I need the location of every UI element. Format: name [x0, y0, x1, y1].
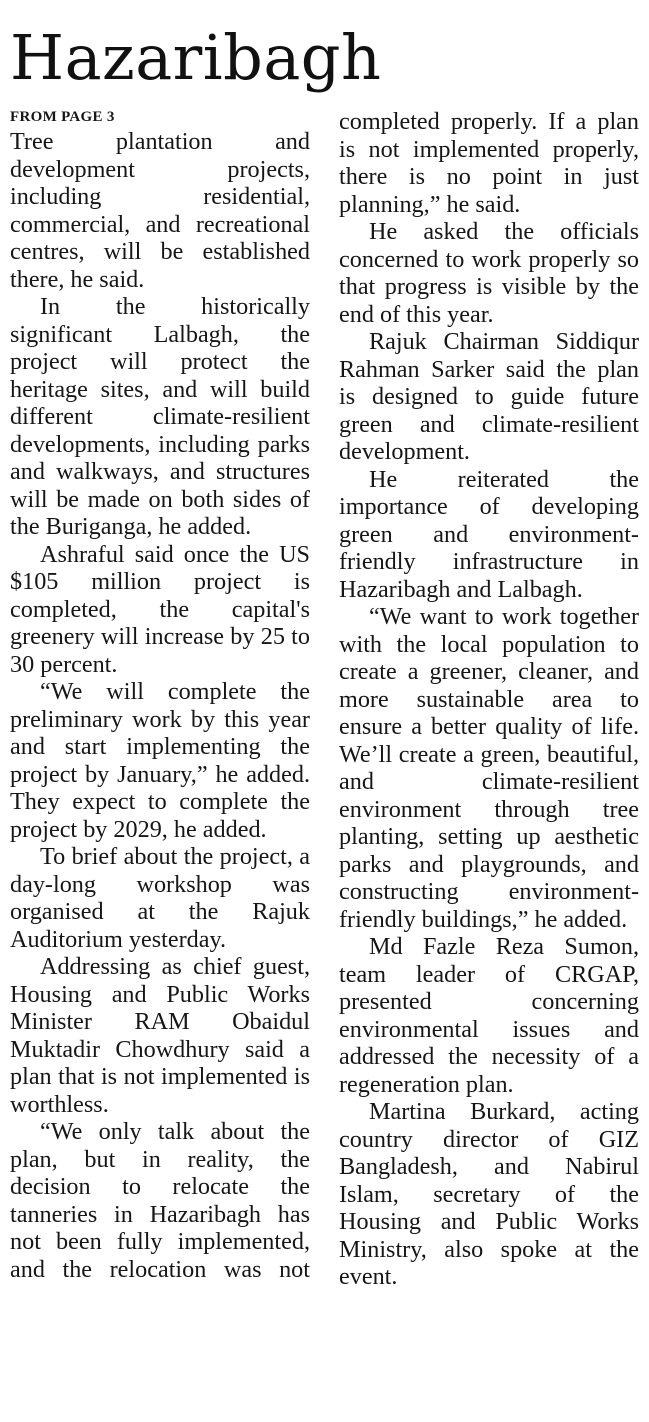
paragraph: Tree plantation and development projects, including residential, commercial, and recreational centres, will be established there, he said.	[10, 128, 310, 293]
jump-line: FROM PAGE 3	[10, 109, 115, 125]
paragraph: In the historically significant Lalbagh, the project will protect the heritage sites, and will build different climate-resilient developments, including parks and walkways, and structures will be made on both sides of the Buriganga, he added.	[10, 293, 310, 540]
paragraph: “We want to work together with the local population to create a greener, cleaner, and more sustainable area to ensure a better quality of life. We’ll create a green, beautiful, and climate-resilient environment through tree planting, setting up aesthetic parks and playgrounds, and constructing environment-friendly buildings,” he added.	[339, 603, 639, 933]
paragraph: Ashraful said once the US $105 million project is completed, the capital's greenery will increase by 25 to 30 percent.	[10, 540, 310, 678]
article-column-right	[339, 108, 639, 1291]
paragraph: To brief about the project, a day-long workshop was organised at the Rajuk Auditorium yesterday.	[10, 843, 310, 953]
headline: Hazaribagh	[10, 21, 382, 94]
paragraph: Martina Burkard, acting country director of GIZ Bangladesh, and Nabirul Islam, secretary of the Housing and Public Works Ministry, also spoke at the event.	[339, 1098, 639, 1290]
paragraph: Md Fazle Reza Sumon, team leader of CRGAP, presented concerning environmental issues and addressed the necessity of a regeneration plan.	[339, 933, 639, 1098]
paragraph: Addressing as chief guest, Housing and Public Works Minister RAM Obaidul Muktadir Chowdhury said a plan that is not implemented is worthless.	[10, 953, 310, 1118]
paragraph: completed properly. If a plan is not implemented properly, there is no point in just planning,” he said.	[339, 108, 639, 218]
paragraph: He asked the officials concerned to work properly so that progress is visible by the end of this year.	[339, 218, 639, 328]
paragraph: Rajuk Chairman Siddiqur Rahman Sarker said the plan is designed to guide future green and climate-resilient development.	[339, 328, 639, 465]
paragraph: “We will complete the preliminary work by this year and start implementing the project by January,” he added. They expect to complete the project by 2029, he added.	[10, 678, 310, 843]
article-column-left	[10, 108, 310, 1283]
paragraph: He reiterated the importance of developing green and environment-friendly infrastructure in Hazaribagh and Lalbagh.	[339, 465, 639, 603]
paragraph: “We only talk about the plan, but in reality, the decision to relocate the tanneries in Hazaribagh has not been fully implemented, and the relocation was not	[10, 1118, 310, 1283]
